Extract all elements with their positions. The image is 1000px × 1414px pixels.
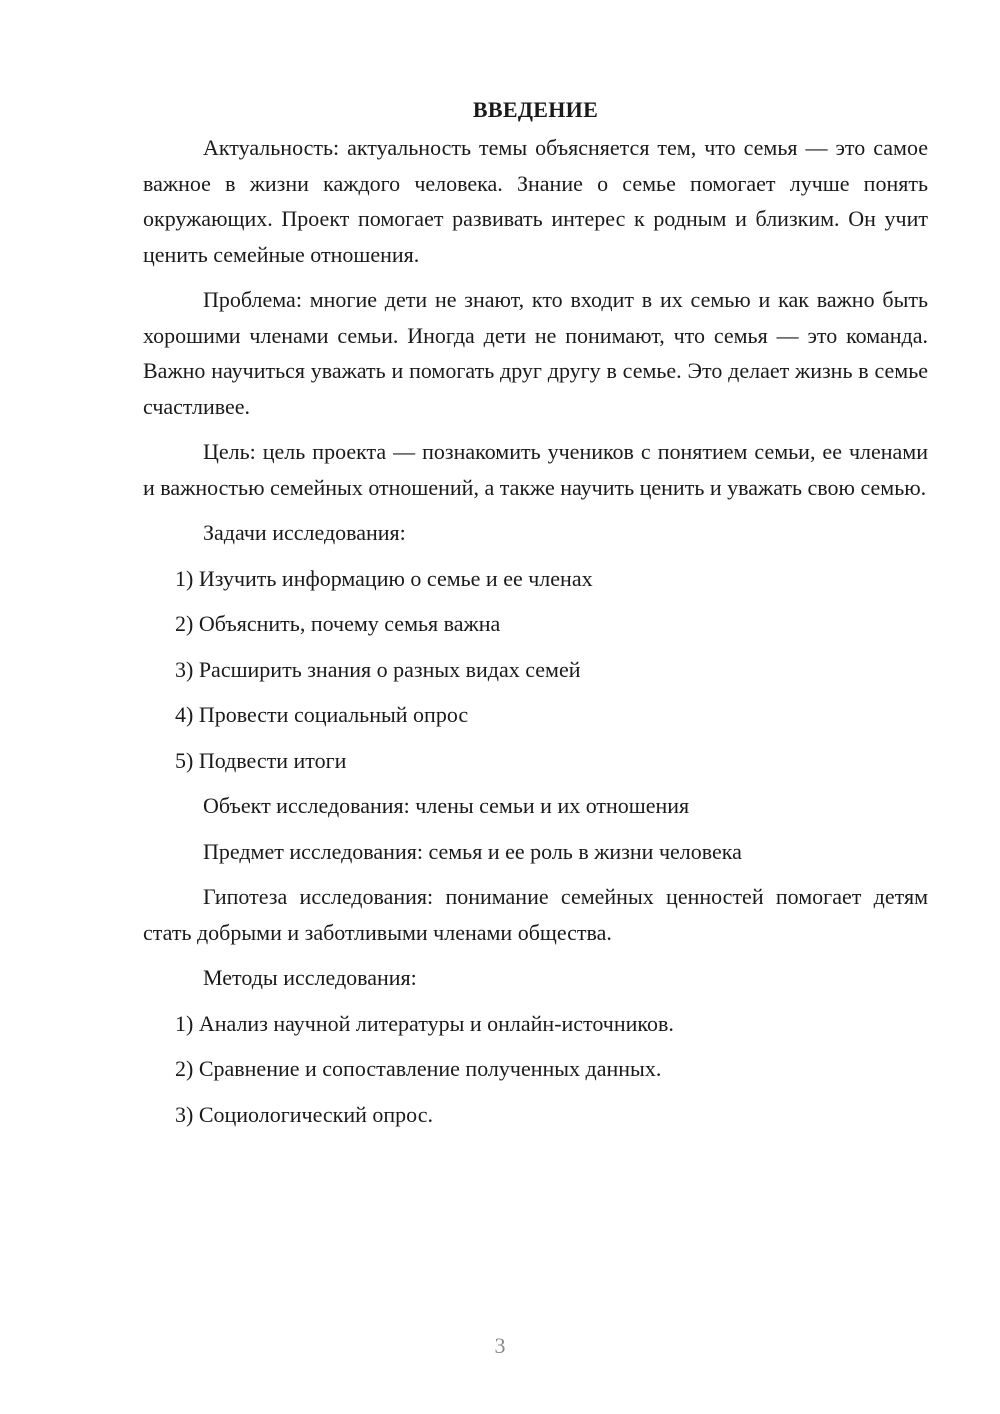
hypothesis-paragraph: Гипотеза исследования: понимание семейных ценностей помогает детям стать добрыми и заботливыми членами общества. xyxy=(143,884,928,945)
page-number: 3 xyxy=(494,1333,506,1358)
research-object: Объект исследования: члены семьи и их отношения xyxy=(203,793,690,818)
list-item: 1) Изучить информацию о семье и ее членах xyxy=(175,565,593,591)
relevance-paragraph: Актуальность: актуальность темы объясняется тем, что семья — это самое важное в жизни каждого человека. Знание о семье помогает лучше понять окружающих. Проект помогает развивать интерес к родным и близким. Он учит ценить семейные отношения. xyxy=(143,135,928,267)
tasks-list xyxy=(143,561,928,779)
list-item: 2) Сравнение и сопоставление полученных данных. xyxy=(175,1056,662,1081)
goal-paragraph: Цель: цель проекта — познакомить учеников с понятием семьи, ее членами и важностью семейных отношений, а также научить ценить и уважать свою семью. xyxy=(143,439,928,500)
list-item: 5) Подвести итоги xyxy=(175,747,347,773)
research-subject: Предмет исследования: семья и ее роль в жизни человека xyxy=(203,838,742,864)
section-title: ВВЕДЕНИЕ xyxy=(472,97,599,122)
list-item: 1) Анализ научной литературы и онлайн-источников. xyxy=(175,1010,674,1036)
list-item: 3) Социологический опрос. xyxy=(175,1101,433,1127)
document-page xyxy=(143,92,928,1142)
tasks-heading: Задачи исследования: xyxy=(203,520,406,545)
problem-paragraph: Проблема: многие дети не знают, кто входит в их семью и как важно быть хорошими членами семьи. Иногда дети не понимают, что семья — это команда. Важно научиться уважать и помогать друг другу в семье. Это делает жизнь в семье счастливее. xyxy=(143,287,928,419)
list-item: 4) Провести социальный опрос xyxy=(175,702,469,727)
methods-heading: Методы исследования: xyxy=(203,965,417,990)
list-item: 2) Объяснить, почему семья важна xyxy=(175,611,501,636)
methods-list xyxy=(143,1006,928,1133)
list-item: 3) Расширить знания о разных видах семей xyxy=(175,656,581,682)
